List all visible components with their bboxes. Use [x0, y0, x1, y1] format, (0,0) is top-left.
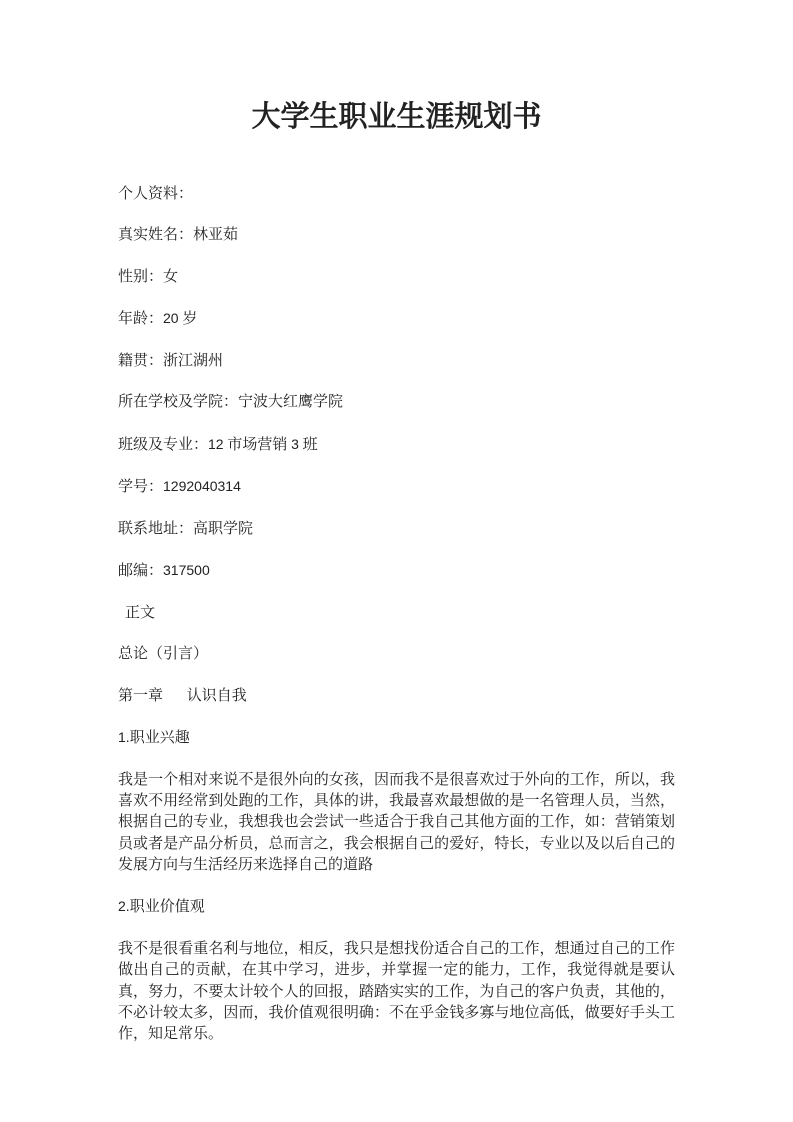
- section-2-paragraph: 我不是很看重名利与地位，相反，我只是想找份适合自己的工作，想通过自己的工作做出自己的贡献，在其中学习，进步，并掌握一定的能力，工作，我觉得就是要认真，努力，不要太计较个人的回报，踏踏实实的工作，为自己的客户负责，其他的，不必计较太多，因而，我价值观很明确：不在乎金钱多寡与地位高低，做要好手头工作，知足常乐。: [118, 940, 675, 1043]
- info-line-postal-code: 邮编：317500: [118, 562, 210, 580]
- info-line-contact-address: 联系地址：高职学院: [118, 520, 254, 537]
- section-2-heading: 2.职业价值观: [118, 898, 205, 916]
- info-line-real-name: 真实姓名：林亚茹: [118, 227, 239, 244]
- section-1-heading: 1.职业兴趣: [118, 729, 190, 747]
- section-1-paragraph: 我是一个相对来说不是很外向的女孩，因而我不是很喜欢过于外向的工作，所以，我喜欢不用经常到处跑的工作，具体的讲，我最喜欢最想做的是一名管理人员，当然，根据自己的专业，我想我也会尝试一些适合于我自己其他方面的工作，如：营销策划员或者是产品分析员，总而言之，我会根据自己的爱好，特长，专业以及以后自己的发展方向与生活经历来选择自己的道路: [118, 771, 675, 873]
- overview-heading: 总论（引言）: [118, 646, 209, 663]
- document-title: 大学生职业生涯规划书: [251, 101, 542, 133]
- chapter-1-title: 认识自我: [186, 687, 247, 704]
- info-line-native-place: 籍贯：浙江湖州: [118, 352, 224, 369]
- body-label: 正文: [125, 604, 156, 621]
- info-line-school: 所在学校及学院：宁波大红鹰学院: [118, 394, 344, 411]
- info-line-student-id: 学号：1292040314: [118, 478, 241, 496]
- chapter-1-heading: [118, 686, 675, 707]
- info-line-class-major: 班级及专业：12 市场营销 3 班: [118, 435, 318, 453]
- personal-info-heading: 个人资料：: [118, 186, 194, 202]
- info-line-gender: 性别：女: [118, 268, 179, 285]
- chapter-1-number: 第一章: [118, 687, 164, 704]
- info-line-age: 年龄：20 岁: [118, 310, 198, 328]
